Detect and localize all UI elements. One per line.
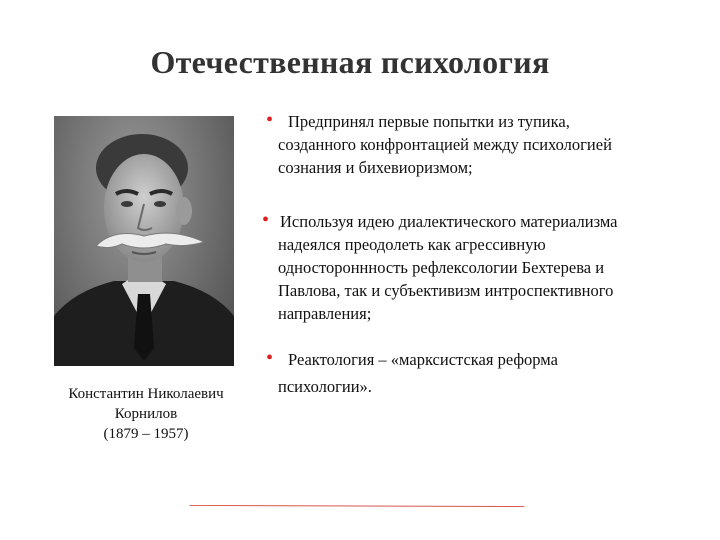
caption-name-line1: Константин Николаевич — [68, 386, 224, 402]
bullet-item — [262, 210, 682, 325]
bullet-dot-icon: • — [262, 209, 270, 231]
bullet-dot-icon: • — [266, 347, 274, 369]
bullet-line: Реактология – «марксистская реформа — [288, 350, 558, 369]
bullet-item — [262, 110, 682, 179]
caption-years: (1879 – 1957) — [103, 426, 189, 442]
slide-title: Отечественная психология — [150, 44, 550, 80]
bullet-line: Предпринял первые попытки из тупика, — [288, 112, 570, 131]
bullet-item — [262, 348, 682, 398]
portrait-illustration — [54, 116, 234, 366]
footer-divider — [22, 505, 692, 507]
portrait-caption — [54, 384, 238, 444]
bullet-line: созданного конфронтацией между психологией — [278, 135, 612, 154]
bullet-line: надеялся преодолеть как агрессивную — [278, 235, 546, 254]
bullet-line: сознания и бихевиоризмом; — [278, 158, 473, 177]
caption-name-line2: Корнилов — [114, 406, 178, 422]
bullet-line: Используя идею диалектического материализма — [280, 212, 618, 231]
bullet-line: Павлова, так и субъективизм интроспективного — [278, 281, 614, 300]
bullet-line: одностороннность рефлексологии Бехтерева и — [278, 258, 605, 277]
portrait-photo — [54, 116, 234, 366]
bullet-dot-icon: • — [266, 109, 274, 131]
bullet-line: психологии». — [278, 377, 372, 396]
bullet-line: направления; — [278, 304, 372, 323]
